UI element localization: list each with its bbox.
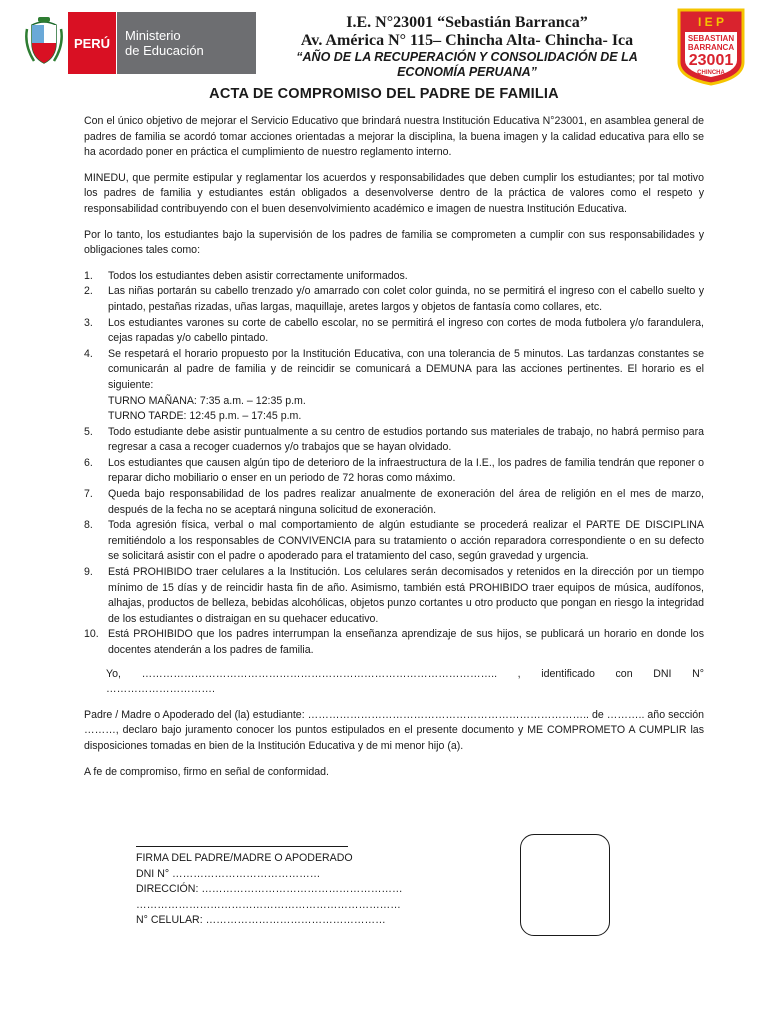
list-item (84, 425, 704, 456)
rule-text: Toda agresión física, verbal o mal comportamiento de algún estudiante se procederá realizar el PARTE DE DISCIPLINA remitiéndolo a los responsables de CONVIVENCIA para su tratamiento o acción reparadora correspondiente o en su defecto se solicitará asistir con el padre o apoderado para el tratamiento del caso, según gravedad y urgencia. (108, 519, 704, 563)
peru-label: PERÚ (68, 12, 116, 74)
rule-text: Todos los estudiantes deben asistir correctamente uniformados. (108, 269, 408, 282)
rule-number: 10. (84, 628, 99, 641)
ministry-line-1: Ministerio (125, 28, 181, 43)
badge-number: 23001 (688, 52, 734, 69)
signature-block (136, 846, 403, 929)
ministry-logo (20, 12, 256, 74)
schedule-afternoon: TURNO TARDE: 12:45 p.m. – 17:45 p.m. (108, 410, 302, 423)
list-item (84, 316, 704, 347)
rule-number: 2. (84, 285, 93, 298)
list-item (84, 284, 704, 315)
declaration-closing: A fe de compromiso, firmo en señal de conformidad. (84, 765, 329, 778)
ministry-name (116, 12, 256, 74)
document-title: ACTA DE COMPROMISO DEL PADRE DE FAMILIA (209, 86, 559, 102)
peru-coat-of-arms-icon (20, 12, 68, 74)
rule-number: 7. (84, 488, 93, 501)
year-motto-line-2: ECONOMÍA PERUANA” (397, 65, 537, 79)
paragraph-3: Por lo tanto, los estudiantes bajo la supervisión de los padres de familia se comprometen a cumplir con sus responsabilidades y obligaciones tales como: (84, 228, 704, 257)
rule-text: Queda bajo responsabilidad de los padres realizar anualmente de exoneración del área de religión en el mes de marzo, después de la fecha no se aceptará ninguna solicitud de exoneración. (108, 488, 704, 516)
declaration-parent-line[interactable]: Padre / Madre o Apoderado del (la) estudiante: …………………………………………………………………….. de ……….. año sección ………, declaro bajo juramento conocer los puntos estipulados en el presente documento y ME COMPROMETO A CUMPLIR las disposiciones tomadas en bien de la Institución Educativa y de mi menor hijo (a). (84, 708, 704, 752)
fingerprint-box[interactable] (520, 834, 610, 936)
badge-city: CHINCHA (697, 70, 725, 76)
declaration-yo-line[interactable]: Yo, ……………………………………………………………………………………….. , identificado con DNI N° …………………………. (106, 667, 704, 696)
rule-number: 6. (84, 456, 93, 469)
list-item (84, 627, 704, 658)
schedule-morning: TURNO MAÑANA: 7:35 a.m. – 12:35 p.m. (108, 394, 306, 407)
list-item (84, 487, 704, 518)
badge-line-1: SEBASTIAN (687, 34, 735, 43)
ministry-line-2: de Educación (125, 43, 204, 58)
school-badge-icon (675, 6, 747, 86)
rule-number: 1. (84, 269, 93, 282)
rule-text: Los estudiantes que causen algún tipo de deterioro de la infraestructura de la I.E., los padres de familia tendrán que reponer o reparar dicho mobiliario o enser en un periodo de 72 horas como máximo. (108, 456, 704, 485)
list-item (84, 565, 704, 627)
document-body (84, 114, 704, 790)
badge-line-2: BARRANCA (687, 43, 735, 52)
rule-number: 8. (84, 519, 93, 532)
rule-number: 9. (84, 566, 93, 579)
school-info (262, 14, 672, 80)
address-field-continuation[interactable]: ………………………………………………………………… (136, 898, 401, 911)
rule-text: Se respetará el horario propuesto por la Institución Educativa, con una tolerancia de 5 minutos. Las tardanzas constantes se comunicarán al padre de familia y de reincidir se comunicará a DEMUNA para las acciones pertinentes. El horario es el siguiente: (108, 347, 704, 391)
year-motto-line-1: “AÑO DE LA RECUPERACIÓN Y CONSOLIDACIÓN DE LA (296, 50, 638, 64)
paragraph-1: Con el único objetivo de mejorar el Servicio Educativo que brindará nuestra Institución Educativa N°23001, en asamblea general de padres de familia se acordó tomar acciones orientadas a mejorar la disciplina, la buena imagen y la calidad educativa para ello se ha acordado poner en práctica el cumplimiento de nuestro reglamento interno. (84, 115, 704, 159)
rule-text: Todo estudiante debe asistir puntualmente a su centro de estudios portando sus materiales de trabajo, no habrá permiso para regresar a casa a recoger cuadernos y/o trabajos que se hayan olvidado. (108, 425, 704, 454)
rule-text: Los estudiantes varones su corte de cabello escolar, no se permitirá el ingreso con cortes de moda futbolera y/o farandulera, cejas rapadas y/o cabello pintado. (108, 316, 704, 345)
list-item (84, 347, 704, 425)
list-item (84, 456, 704, 487)
badge-top-text: I E P (697, 15, 725, 29)
signature-label: FIRMA DEL PADRE/MADRE O APODERADO (136, 852, 353, 864)
rule-text-with-schedule (108, 347, 704, 425)
school-name: I.E. N°23001 “Sebastián Barranca” (346, 14, 588, 31)
list-item (84, 269, 704, 285)
rule-text: Está PROHIBIDO que los padres interrumpan la enseñanza aprendizaje de sus hijos, se publicará un horario en donde los docentes atenderán a los padres de familia. (108, 628, 704, 656)
list-item (84, 518, 704, 565)
school-address: Av. América N° 115– Chincha Alta- Chincha- Ica (300, 32, 634, 49)
dni-field[interactable]: DNI N° …………………………………… (136, 867, 321, 880)
rules-list (84, 269, 704, 659)
phone-field[interactable]: N° CELULAR: …………………………………………… (136, 914, 386, 927)
document-header (0, 0, 768, 90)
signature-line[interactable] (136, 846, 348, 847)
rule-text: Las niñas portarán su cabello trenzado y/o amarrado con colet color guinda, no se permitirá el ingreso con el cabello suelto y pintado, pestañas rizadas, uñas largas, maquillaje, aretes largos y objetos de fantasía como collares, etc. (108, 285, 704, 313)
paragraph-2: MINEDU, que permite estipular y reglamentar los acuerdos y responsabilidades que deben cumplir los estudiantes; por tal motivo los padres de familia y estudiantes están obligados a desenvolverse dentro de la práctica de valores como el respeto y responsabilidad contribuyendo con el buen desenvolvimiento académico e imagen de nuestra Institución Educativa. (84, 171, 704, 215)
rule-number: 5. (84, 425, 93, 438)
address-field[interactable]: DIRECCIÓN: ………………………………………………… (136, 883, 403, 896)
rule-number: 4. (84, 347, 93, 360)
rule-text: Está PROHIBIDO traer celulares a la Institución. Los celulares serán decomisados y retenidos en la dirección por un tiempo mínimo de 15 días y de reincidir hasta fin de año. Asimismo, también está PROHIBIDO traer equipos de música, audífonos, alhajas, productos de belleza, bebidas alcohólicas, objetos punzo cortantes u otro producto que pongan en riesgo la integridad de los estudiantes o distraigan en su quehacer educativo. (108, 566, 704, 625)
rule-number: 3. (84, 316, 93, 329)
